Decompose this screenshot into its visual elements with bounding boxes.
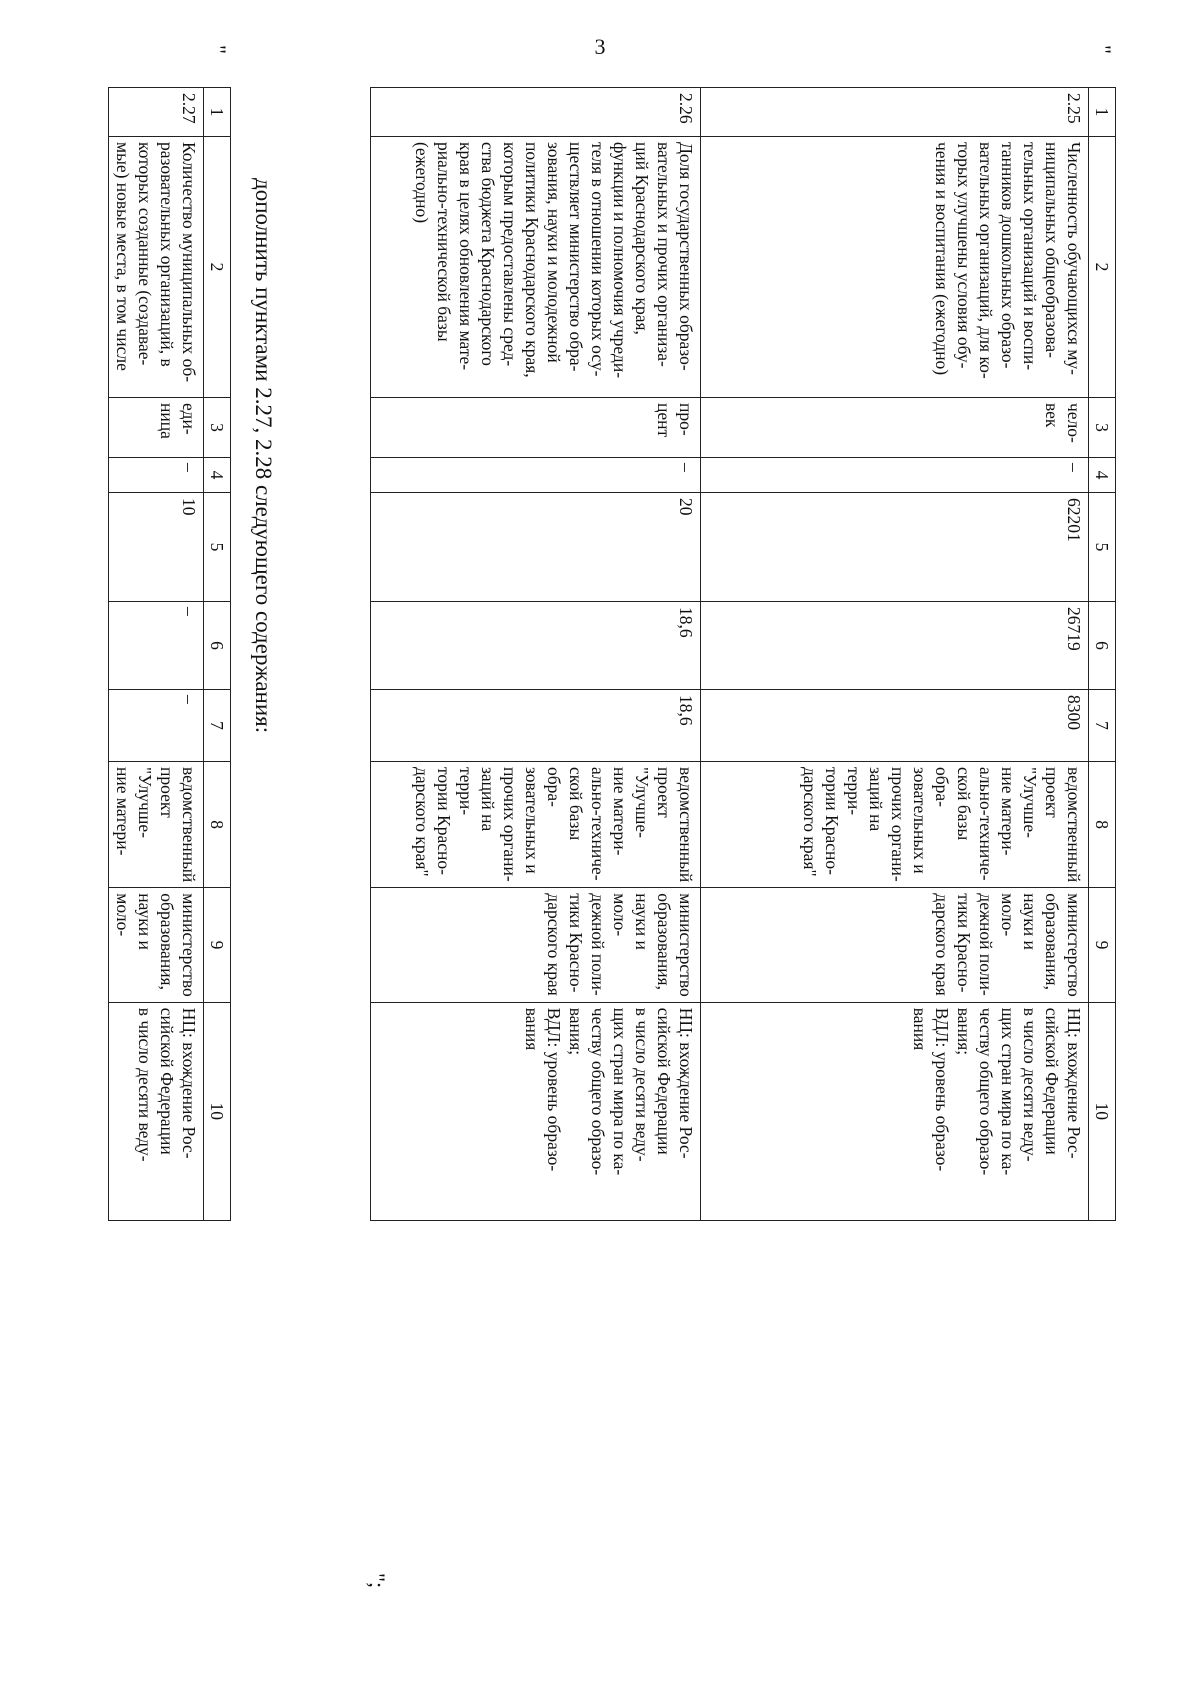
header-cell: 5 — [1089, 493, 1116, 602]
header-cell: 1 — [1089, 88, 1116, 137]
table-row — [371, 88, 701, 1221]
indicator-name: Количество муниципальных об- разовательных организаций, в которых созданные (создавае- мые) новые места, в том числе — [109, 137, 204, 398]
header-cell: 6 — [204, 602, 231, 690]
header-cell: 9 — [204, 888, 231, 1002]
row-number: 2.25 — [701, 88, 1089, 137]
cell-col-4: – — [701, 458, 1089, 493]
opening-quote: " — [1091, 45, 1116, 54]
responsible-cell: министерство образования, науки и моло- дежной поли- тики Красно- дарского края — [371, 888, 701, 1002]
cell-col-4: – — [371, 458, 701, 493]
responsible-cell: министерство образования, науки и моло- — [109, 888, 204, 1002]
cell-col-6: – — [109, 602, 204, 690]
header-cell: 10 — [1089, 1002, 1116, 1220]
cell-col-5: 20 — [371, 493, 701, 602]
header-row — [204, 88, 231, 1221]
unit: про- цент — [371, 398, 701, 458]
cell-col-4: – — [109, 458, 204, 493]
header-cell: 6 — [1089, 602, 1116, 690]
project-cell: ведомственный проект "Улучше- ние матери- ально-техниче- ской базы обра- зовательных и прочих органи- заций на терри- тории Красно- дарского края" — [371, 762, 701, 888]
header-cell: 2 — [1089, 137, 1116, 398]
unit: еди- ница — [109, 398, 204, 458]
header-cell: 4 — [1089, 458, 1116, 493]
connector-text: дополнить пунктами 2.27, 2.28 следующего содержания: — [251, 178, 276, 734]
header-cell: 3 — [204, 398, 231, 458]
project-cell: ведомственный проект "Улучше- ние матери- — [109, 762, 204, 888]
goals-cell: НЦ: вхождение Рос- сийской Федерации в число десяти веду- — [109, 1002, 204, 1220]
indicators-table-continued — [108, 87, 231, 1221]
row-number: 2.27 — [109, 88, 204, 137]
header-cell: 5 — [204, 493, 231, 602]
unit: чело- век — [701, 398, 1089, 458]
header-cell: 10 — [204, 1002, 231, 1220]
header-row — [1089, 88, 1116, 1221]
project-cell: ведомственный проект "Улучше- ние матери- ально-техниче- ской базы обра- зовательных и прочих органи- заций на терри- тории Красно- дарского края" — [701, 762, 1089, 888]
header-cell: 3 — [1089, 398, 1116, 458]
header-cell: 7 — [1089, 690, 1116, 762]
cell-col-6: 26719 — [701, 602, 1089, 690]
indicator-name: Численность обучающихся му- ниципальных общеобразова- тельных организаций и воспи- танников дошкольных образо- вательных организаций, для ко- торых улучшены условия обу- чения и воспитания (ежегодно) — [701, 137, 1089, 398]
indicators-table — [370, 87, 1116, 1221]
responsible-cell: министерство образования, науки и моло- дежной поли- тики Красно- дарского края — [701, 888, 1089, 1002]
header-cell: 4 — [204, 458, 231, 493]
header-cell: 9 — [1089, 888, 1116, 1002]
header-cell: 7 — [204, 690, 231, 762]
cell-col-6: 18,6 — [371, 602, 701, 690]
header-cell: 1 — [204, 88, 231, 137]
table-row — [701, 88, 1089, 1221]
opening-quote-2: " — [206, 45, 231, 54]
header-cell: 2 — [204, 137, 231, 398]
header-cell: 8 — [204, 762, 231, 888]
table-row — [109, 88, 204, 1221]
cell-col-7: 18,6 — [371, 690, 701, 762]
goals-cell: НЦ: вхождение Рос- сийской Федерации в число десяти веду- щих стран мира по ка- честву общего образо- вания; ВДЛ: уровень образо- вания — [701, 1002, 1089, 1220]
cell-col-7: 8300 — [701, 690, 1089, 762]
indicator-name: Доля государственных образо- вательных и прочих организа- ций Краснодарского края, функции и полномочия учреди- теля в отношении которых осу- ществляет министерство обра- зования, науки и молодежной политики Краснодарского края, которым предоставлены сред- ства бюджета Краснодарского края в целях обновления мате- риально-технической базы (ежегодно) — [371, 137, 701, 398]
cell-col-5: 62201 — [701, 493, 1089, 602]
goals-cell: НЦ: вхождение Рос- сийской Федерации в число десяти веду- щих стран мира по ка- честву общего образо- вания; ВДЛ: уровень образо- вания — [371, 1002, 701, 1220]
header-cell: 8 — [1089, 762, 1116, 888]
closing-quote: "; — [365, 1573, 390, 1589]
page-number: 3 — [594, 34, 606, 59]
row-number: 2.26 — [371, 88, 701, 137]
cell-col-5: 10 — [109, 493, 204, 602]
cell-col-7: – — [109, 690, 204, 762]
rotated-content — [113, 45, 1130, 1595]
